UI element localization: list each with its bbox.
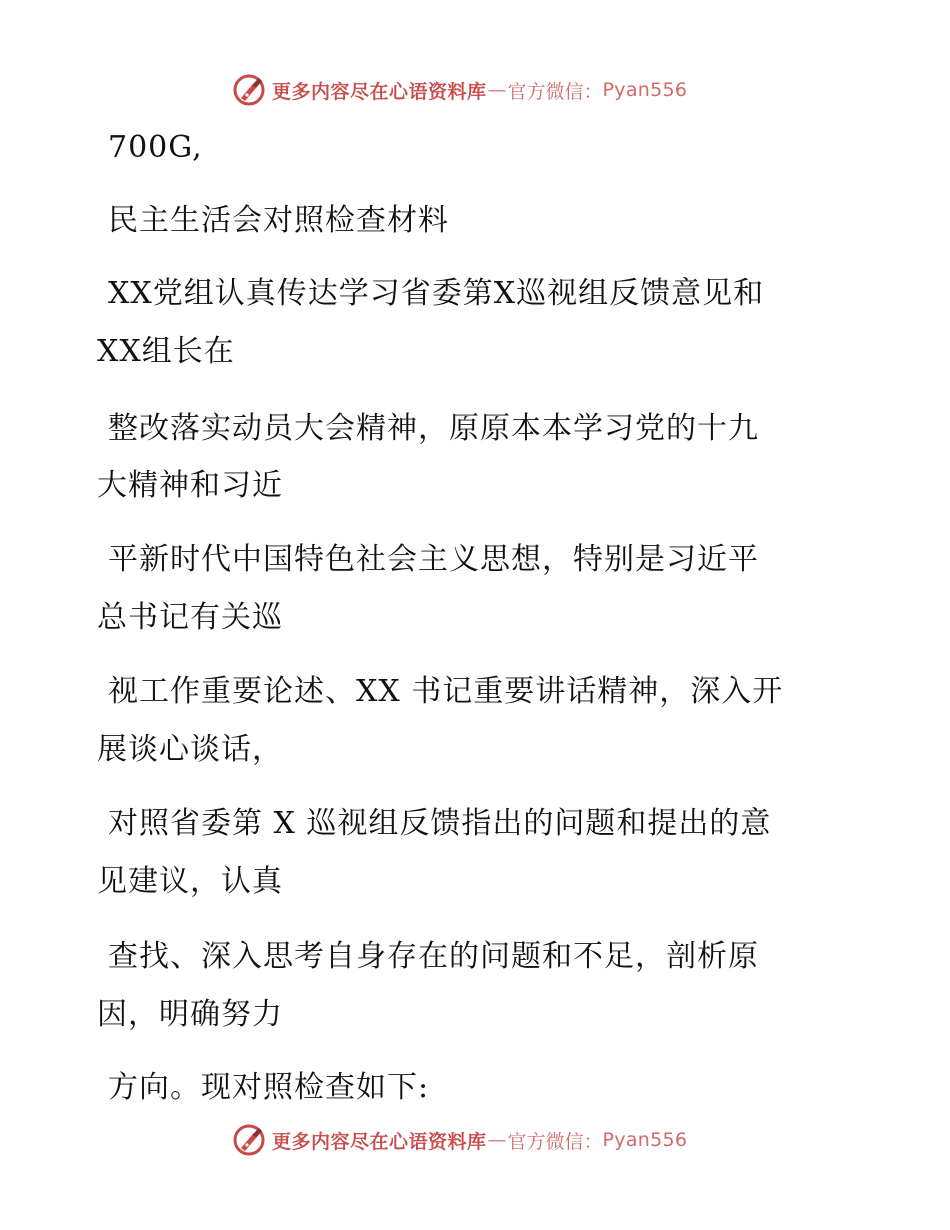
footer-dash: — [487, 1129, 507, 1151]
pen-nib-logo-icon [232, 1123, 266, 1157]
text-line: 见建议，认真 [97, 864, 283, 899]
text-line: 方向。现对照检查如下: [108, 1070, 430, 1105]
header-dash: — [487, 79, 507, 101]
footer-brand-text: 更多内容尽在心语资料库 [272, 1130, 487, 1153]
pen-nib-logo-icon [232, 73, 266, 107]
text-line: 平新时代中国特色社会主义思想，特别是习近平 [108, 542, 759, 577]
text-line: 对照省委第 X 巡视组反馈指出的问题和提出的意 [108, 806, 772, 841]
header-banner [232, 70, 752, 110]
text-line: 总书记有关巡 [97, 600, 283, 635]
text-line: 整改落实动员大会精神，原原本本学习党的十九 [108, 411, 759, 446]
text-line: 展谈心谈话， [97, 732, 283, 767]
text-line: XX党组认真传达学习省委第X巡视组反馈意见和 [108, 276, 765, 311]
text-line: 700G, [108, 130, 203, 165]
header-wechat-label: 官方微信： [507, 80, 603, 103]
text-line: 视工作重要论述、XX 书记重要讲话精神，深入开 [108, 674, 784, 709]
document-title: 民主生活会对照检查材料 [108, 203, 449, 238]
text-line: 查找、深入思考自身存在的问题和不足，剖析原 [108, 939, 759, 974]
text-line: XX组长在 [97, 334, 235, 369]
footer-banner [232, 1120, 752, 1160]
header-brand-text: 更多内容尽在心语资料库 [272, 80, 487, 103]
header-wechat-id: Pyan556 [602, 79, 688, 101]
footer-wechat-id: Pyan556 [602, 1129, 688, 1151]
text-line: 大精神和习近 [97, 468, 283, 503]
footer-wechat-label: 官方微信： [507, 1130, 603, 1153]
text-line: 因，明确努力 [97, 997, 283, 1032]
